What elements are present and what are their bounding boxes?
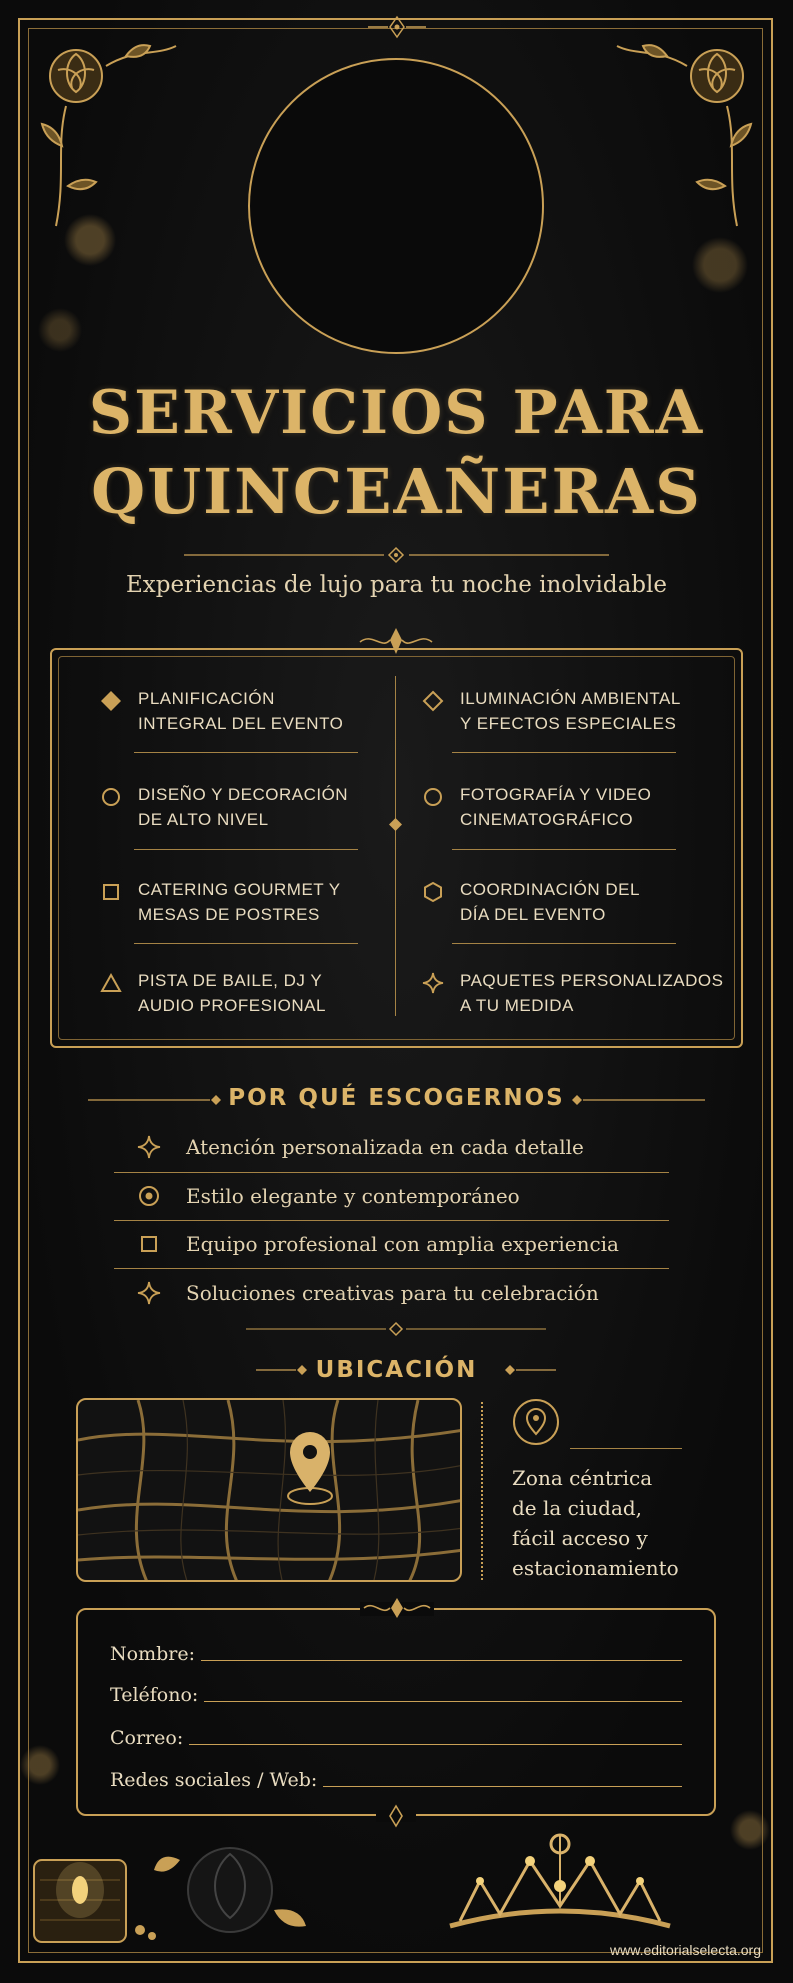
email-input-line[interactable] [189,1744,682,1745]
tiara-icon [440,1826,680,1936]
circle-outline-icon [98,784,124,810]
subtitle: Experiencias de lujo para tu noche inolvidable [126,572,667,598]
square-outline-icon [136,1231,162,1257]
divider [452,943,676,944]
candle-and-rose-icon [30,1830,350,1950]
service-text: CATERING GOURMET Y MESAS DE POSTRES [138,880,341,924]
service-item [420,968,730,1018]
service-item [420,782,720,832]
email-field[interactable] [110,1727,682,1749]
service-item [420,686,720,736]
service-text: COORDINACIÓN DEL DÍA DEL EVENTO [460,880,640,924]
sparkle-icon [136,1134,162,1160]
divider [134,849,358,850]
location-text: Zona céntrica de la ciudad, fácil acceso y estacionamiento [512,1466,679,1580]
location-pin-icon [512,1398,560,1446]
service-text: PLANIFICACIÓN INTEGRAL DEL EVENTO [138,689,344,733]
social-input-line[interactable] [323,1786,682,1787]
service-item [98,782,378,832]
rose-corner-top-right-icon [607,26,767,236]
why-text: Atención personalizada en cada detalle [186,1135,584,1159]
square-outline-icon [98,879,124,905]
form-top-ornament-icon [360,1594,434,1622]
phone-input-line[interactable] [204,1701,682,1702]
social-field[interactable] [110,1769,682,1791]
title-line-1: SERVICIOS PARA [88,378,705,448]
service-text: PISTA DE BAILE, DJ Y AUDIO PROFESIONAL [138,971,326,1015]
service-text: DISEÑO Y DECORACIÓN DE ALTO NIVEL [138,785,349,829]
why-text: Estilo elegante y contemporáneo [186,1184,520,1208]
location-heading: UBICACIÓN [315,1357,478,1383]
services-top-ornament-icon [356,624,436,658]
service-item [98,968,378,1018]
phone-label: Teléfono: [110,1684,199,1706]
triangle-outline-icon [98,970,124,996]
why-bottom-divider [246,1320,546,1338]
footer-url[interactable]: www.editorialselecta.org [610,1942,761,1958]
target-circle-icon [136,1183,162,1209]
title-line-2: QUINCEAÑERAS [91,455,702,528]
name-field[interactable] [110,1643,682,1665]
rose-corner-top-left-icon [26,26,186,236]
center-diamond-icon [389,818,402,831]
service-text: PAQUETES PERSONALIZADOS A TU MEDIDA [460,971,724,1015]
diamond-outline-icon [420,688,446,714]
top-ornament-icon [366,14,428,40]
form-bottom-ornament-icon [376,1804,416,1828]
photo-placeholder-circle [248,58,544,354]
why-item [114,1269,669,1317]
why-item [114,1220,669,1268]
location-map[interactable] [76,1398,462,1582]
why-text: Equipo profesional con amplia experiencia [186,1232,619,1256]
name-input-line[interactable] [201,1660,682,1661]
why-item [114,1123,669,1171]
divider [452,752,676,753]
divider [134,943,358,944]
location-divider [481,1402,483,1580]
why-text: Soluciones creativas para tu celebración [186,1281,599,1305]
divider [570,1448,682,1449]
service-text: FOTOGRAFÍA Y VIDEO CINEMATOGRÁFICO [460,785,652,829]
service-item [98,686,378,736]
name-label: Nombre: [110,1643,195,1665]
title-divider [184,546,609,564]
why-item [114,1172,669,1220]
star-outline-icon [420,970,446,996]
why-heading: POR QUÉ ESCOGERNOS [228,1085,565,1111]
service-item [98,877,378,927]
email-label: Correo: [110,1727,184,1749]
map-streets-icon [78,1400,462,1582]
service-text: ILUMINACIÓN AMBIENTAL Y EFECTOS ESPECIALES [460,689,681,733]
social-label: Redes sociales / Web: [110,1769,318,1791]
sparkle-icon [136,1280,162,1306]
hexagon-outline-icon [420,879,446,905]
service-item [420,877,720,927]
divider [134,752,358,753]
divider [452,849,676,850]
diamond-filled-icon [98,688,124,714]
phone-field[interactable] [110,1684,682,1706]
circle-outline-icon [420,784,446,810]
services-center-divider [395,676,396,1016]
